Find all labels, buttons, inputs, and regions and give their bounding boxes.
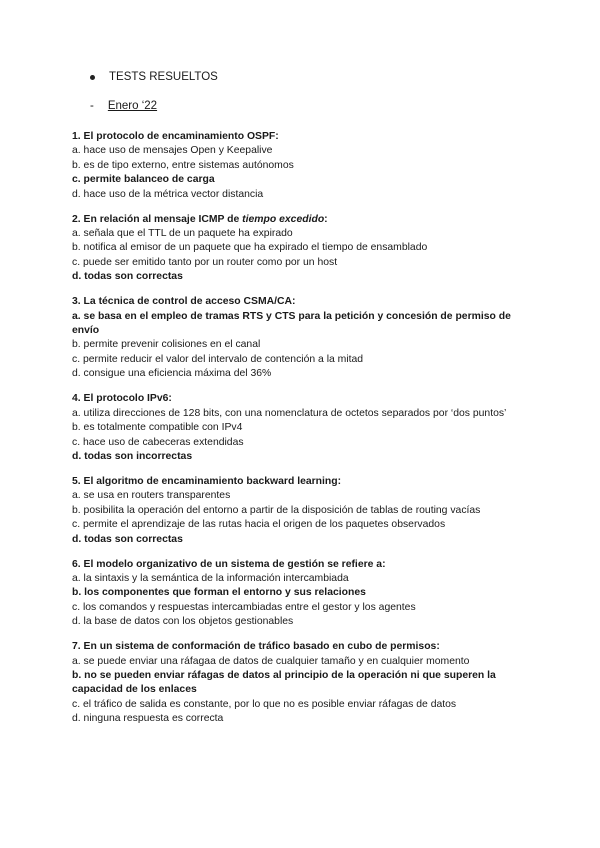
question-title — [72, 213, 532, 227]
option-a: a. señala que el TTL de un paquete ha expirado — [72, 228, 293, 240]
bullet-icon — [90, 75, 95, 80]
option-c: c. los comandos y respuestas intercambiadas entre el gestor y los agentes — [72, 601, 416, 613]
option-b: b. permite prevenir colisiones en el canal — [72, 339, 261, 351]
option-b-correct: b. no se pueden enviar ráfagas de datos al principio de la operación ni que superen la capacidad de los enlaces — [72, 669, 496, 696]
option-c: c. permite reducir el valor del intervalo de contención a la mitad — [72, 353, 364, 365]
question-1 — [72, 130, 532, 202]
question-7 — [72, 640, 532, 726]
question-title: 6. El modelo organizativo de un sistema de gestión se refiere a: — [72, 558, 386, 570]
option-b: b. notifica al emisor de un paquete que ha expirado el tiempo de ensamblado — [72, 242, 428, 254]
option-d: d. la base de datos con los objetos gestionables — [72, 616, 294, 628]
question-title-prefix: 2. En relación al mensaje ICMP de — [72, 213, 243, 225]
option-d-correct: d. todas son correctas — [72, 271, 183, 283]
question-title-suffix: : — [324, 213, 328, 225]
option-b: b. posibilita la operación del entorno a partir de la disposición de tablas de routing vacías — [72, 504, 481, 516]
question-3 — [72, 295, 532, 381]
question-6 — [72, 558, 532, 630]
question-5 — [72, 475, 532, 547]
option-c: c. puede ser emitido tanto por un router como por un host — [72, 256, 338, 268]
question-title: 3. La técnica de control de acceso CSMA/CA: — [72, 296, 296, 308]
option-b: b. es de tipo externo, entre sistemas autónomos — [72, 159, 294, 171]
subsection-heading — [90, 100, 157, 112]
question-title: 4. El protocolo IPv6: — [72, 393, 172, 405]
option-c: c. permite el aprendizaje de las rutas hacia el origen de los paquetes observados — [72, 519, 446, 531]
option-a-correct: a. se basa en el empleo de tramas RTS y CTS para la petición y concesión de permiso de envío — [72, 310, 511, 337]
question-list — [72, 130, 532, 737]
option-b: b. es totalmente compatible con IPv4 — [72, 422, 243, 434]
option-d: d. consigue una eficiencia máxima del 36% — [72, 368, 272, 380]
subsection-title: Enero ‘22 — [107, 100, 158, 112]
question-2 — [72, 213, 532, 285]
option-d-correct: d. todas son incorrectas — [72, 450, 193, 462]
option-d-correct: d. todas son correctas — [72, 533, 183, 545]
option-d: d. ninguna respuesta es correcta — [72, 713, 224, 725]
option-c: c. hace uso de cabeceras extendidas — [72, 436, 244, 448]
option-a: a. utiliza direcciones de 128 bits, con una nomenclatura de octetos separados por ‘dos puntos’ — [72, 407, 507, 419]
section-heading — [90, 71, 218, 83]
question-title: 1. El protocolo de encaminamiento OSPF: — [72, 131, 279, 142]
question-title: 7. En un sistema de conformación de tráfico basado en cubo de permisos: — [72, 641, 440, 653]
option-a: a. la sintaxis y la semántica de la información intercambiada — [72, 572, 349, 584]
option-a: a. hace uso de mensajes Open y Keepalive — [72, 145, 273, 157]
option-a: a. se usa en routers transparentes — [72, 490, 231, 502]
option-b-correct: b. los componentes que forman el entorno y sus relaciones — [72, 587, 366, 599]
option-c-correct: c. permite balanceo de carga — [72, 174, 215, 186]
section-title: TESTS RESUELTOS — [109, 71, 218, 83]
dash-marker: - — [90, 100, 94, 112]
option-a: a. se puede enviar una ráfagaa de datos de cualquier tamaño y en cualquier momento — [72, 655, 470, 667]
question-4 — [72, 392, 532, 464]
question-title-emphasis: tiempo excedido — [242, 213, 325, 225]
question-title: 5. El algoritmo de encaminamiento backward learning: — [72, 475, 342, 487]
option-d: d. hace uso de la métrica vector distancia — [72, 188, 264, 200]
option-c: c. el tráfico de salida es constante, por lo que no es posible enviar ráfagas de datos — [72, 698, 457, 710]
